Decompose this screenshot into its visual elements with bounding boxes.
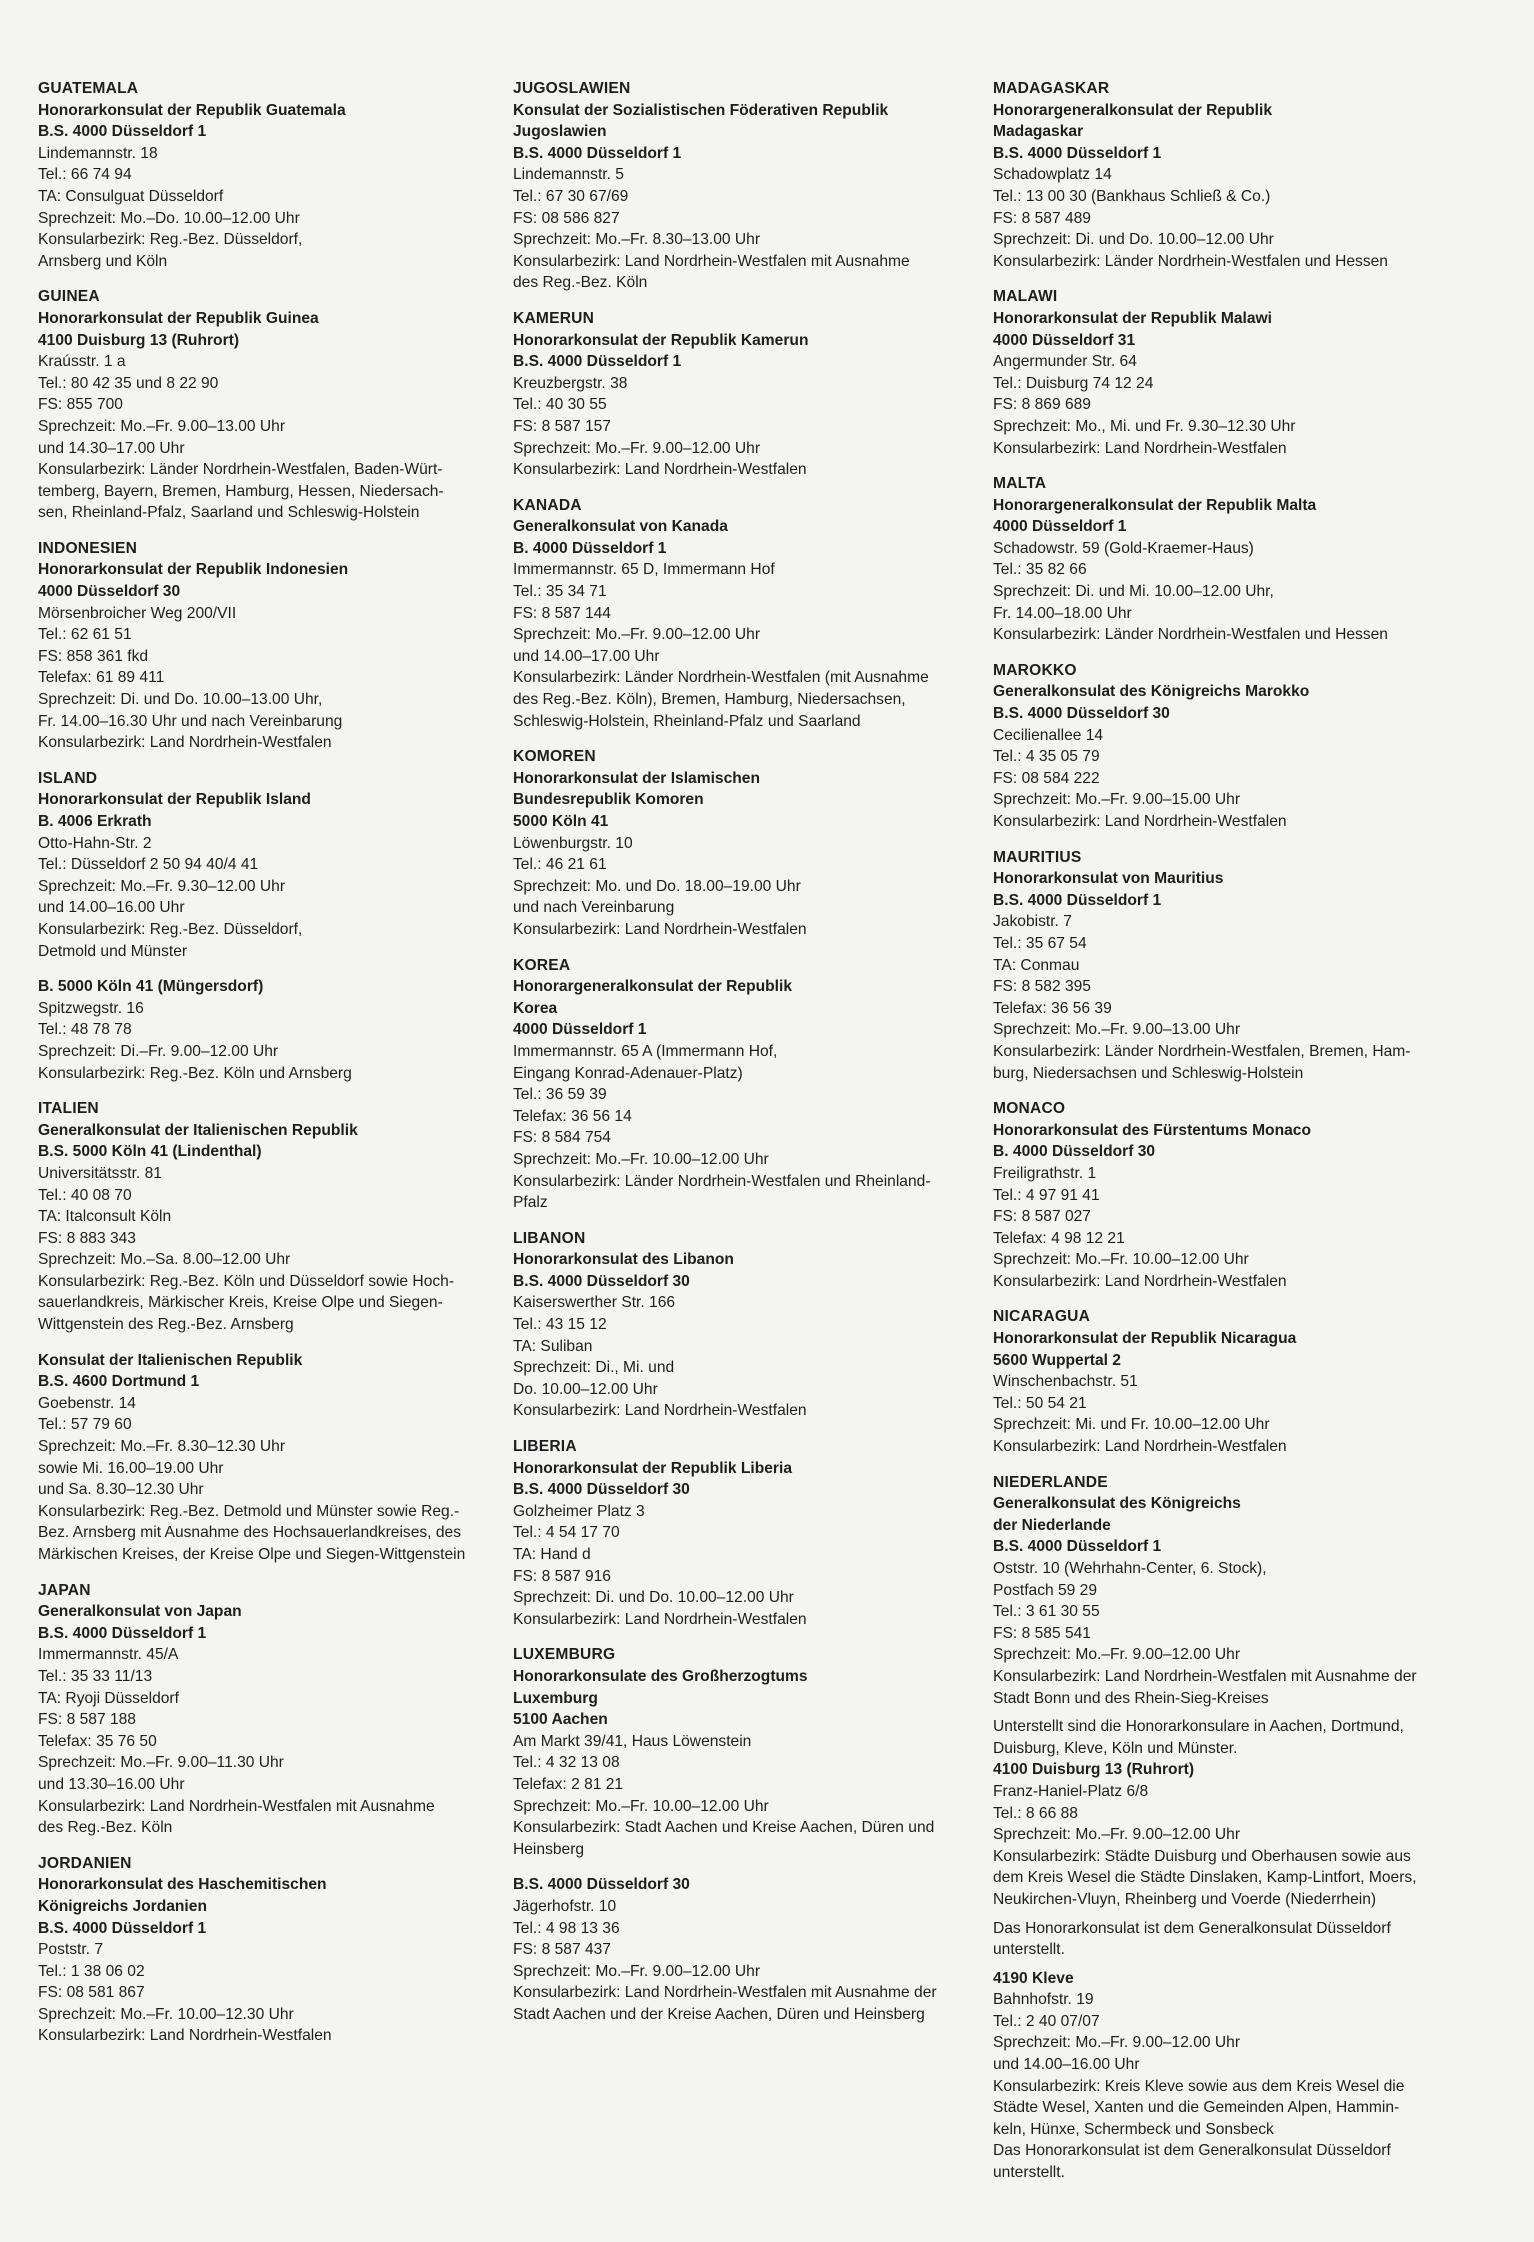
entry-detail-line: Franz-Haniel-Platz 6/8 xyxy=(993,1782,1149,1800)
entry-detail-line: FS: 8 869 689 xyxy=(993,396,1091,414)
entry-detail-line: Konsularbezirk: Land Nordrhein-Westfalen xyxy=(993,1272,1287,1290)
entry-detail-line: TA: Italconsult Köln xyxy=(38,1208,172,1226)
consulate-entry xyxy=(993,1098,1433,1292)
entry-detail-line: Tel.: 8 66 88 xyxy=(993,1804,1078,1822)
entry-detail-line: Tel.: 36 59 39 xyxy=(513,1086,607,1104)
country-heading: GUINEA xyxy=(38,288,100,306)
entry-detail-line: Sprechzeit: Mi. und Fr. 10.00–12.00 Uhr xyxy=(993,1416,1270,1434)
consulate-entry xyxy=(38,976,486,1084)
country-heading: INDONESIEN xyxy=(38,539,138,557)
entry-detail-line: Bahnhofstr. 19 xyxy=(993,1991,1094,2009)
entry-detail-line: Sprechzeit: Mo.–Fr. 10.00–12.00 Uhr xyxy=(513,1150,769,1168)
entry-detail-line: Konsularbezirk: Land Nordrhein-Westfalen xyxy=(513,461,807,479)
entry-detail-line: Universitätsstr. 81 xyxy=(38,1164,162,1182)
entry-detail-line: Tel.: 4 35 05 79 xyxy=(993,748,1100,766)
entry-detail-line: Konsularbezirk: Länder Nordrhein-Westfalen, Baden-Würt- xyxy=(38,461,443,479)
entry-detail-line: Lindemannstr. 18 xyxy=(38,144,158,162)
entry-heading-line: Jugoslawien xyxy=(513,123,607,141)
entry-heading-line: 4000 Düsseldorf 30 xyxy=(38,583,181,601)
country-heading: JUGOSLAWIEN xyxy=(513,80,631,97)
entry-detail-line: Sprechzeit: Mo.–Fr. 9.00–12.00 Uhr xyxy=(513,1962,761,1980)
entry-heading-line: B.S. 4000 Düsseldorf 1 xyxy=(993,144,1162,162)
entry-detail-line: Sprechzeit: Mo.–Fr. 9.00–12.00 Uhr xyxy=(993,1826,1241,1844)
country-heading: KANADA xyxy=(513,496,582,514)
entry-heading-line: Honorarkonsulat der Republik Guatemala xyxy=(38,101,346,119)
entry-detail-line: des Reg.-Bez. Köln xyxy=(513,274,648,292)
entry-heading-line: 5600 Wuppertal 2 xyxy=(993,1351,1121,1369)
entry-detail-line: Tel.: 40 08 70 xyxy=(38,1186,132,1204)
entry-detail-line: Konsularbezirk: Länder Nordrhein-Westfalen und Hessen xyxy=(993,626,1388,644)
entry-detail-line: Fr. 14.00–18.00 Uhr xyxy=(993,604,1132,622)
entry-detail-line: sowie Mi. 16.00–19.00 Uhr xyxy=(38,1459,224,1477)
entry-heading-line: Korea xyxy=(513,999,558,1017)
entry-detail-line: Tel.: 80 42 35 und 8 22 90 xyxy=(38,374,219,392)
entry-heading-line: Honorarkonsulat der Republik Island xyxy=(38,791,311,809)
entry-detail-line: Tel.: 35 67 54 xyxy=(993,934,1087,952)
entry-detail-line: Tel.: 67 30 67/69 xyxy=(513,187,629,205)
entry-detail-line: Tel.: 43 15 12 xyxy=(513,1316,607,1334)
entry-detail-line: Cecilienallee 14 xyxy=(993,726,1104,744)
country-heading: MONACO xyxy=(993,1100,1066,1118)
entry-detail-line: Postfach 59 29 xyxy=(993,1581,1098,1599)
entry-detail-line: Das Honorarkonsulat ist dem Generalkonsulat Düsseldorf xyxy=(993,1919,1391,1937)
entry-detail-line: Oststr. 10 (Wehrhahn-Center, 6. Stock), xyxy=(993,1560,1267,1577)
country-heading: MALTA xyxy=(993,475,1047,493)
entry-detail-line: FS: 8 587 437 xyxy=(513,1941,611,1959)
entry-detail-line: Konsularbezirk: Land Nordrhein-Westfalen mit Ausnahme xyxy=(513,252,910,270)
entry-detail-line: Tel.: 50 54 21 xyxy=(993,1394,1087,1412)
entry-heading-line: Honorarkonsulat des Libanon xyxy=(513,1251,734,1269)
entry-detail-line: Unterstellt sind die Honorarkonsulare in Aachen, Dortmund, xyxy=(993,1718,1404,1736)
entry-detail-line: Sprechzeit: Di., Mi. und xyxy=(513,1359,675,1377)
entry-detail-line: Sprechzeit: Mo., Mi. und Fr. 9.30–12.30 Uhr xyxy=(993,417,1296,435)
entry-detail-line: Konsularbezirk: Land Nordrhein-Westfalen mit Ausnahme der xyxy=(513,1984,937,2002)
entry-detail-line: Tel.: 40 30 55 xyxy=(513,396,607,414)
consulate-entry xyxy=(993,847,1433,1085)
entry-detail-line: Tel.: 48 78 78 xyxy=(38,1021,132,1039)
entry-detail-line: des Reg.-Bez. Köln), Bremen, Hamburg, Niedersachsen, xyxy=(513,691,906,709)
consulate-entry xyxy=(38,1098,486,1336)
entry-heading-line: B.S. 4000 Düsseldorf 30 xyxy=(513,1272,690,1290)
entry-detail-line: Konsularbezirk: Land Nordrhein-Westfalen xyxy=(38,2027,332,2045)
entry-heading-line: Honorargeneralkonsulat der Republik xyxy=(993,101,1273,119)
entry-heading-line: 4000 Düsseldorf 1 xyxy=(993,518,1127,536)
entry-detail-line: Telefax: 35 76 50 xyxy=(38,1732,157,1750)
entry-detail-line: Sprechzeit: Mo.–Fr. 9.00–12.00 Uhr xyxy=(993,2034,1241,2052)
entry-heading-line: Honorarkonsulat der Republik Malawi xyxy=(993,309,1273,327)
entry-detail-line: Detmold und Münster xyxy=(38,942,188,960)
entry-detail-line: Konsularbezirk: Land Nordrhein-Westfalen mit Ausnahme xyxy=(38,1797,435,1815)
entry-detail-line: FS: 8 584 754 xyxy=(513,1129,611,1147)
entry-detail-line: Tel.: 66 74 94 xyxy=(38,166,132,184)
entry-detail-line: Sprechzeit: Mo.–Fr. 9.00–13.00 Uhr xyxy=(38,417,286,435)
country-heading: NIEDERLANDE xyxy=(993,1473,1108,1491)
entry-detail-line: Golzheimer Platz 3 xyxy=(513,1502,645,1520)
entry-detail-line: temberg, Bayern, Bremen, Hamburg, Hessen, Niedersach- xyxy=(38,482,444,500)
entry-detail-line: Märkischen Kreises, der Kreise Olpe und Siegen-Wittgenstein xyxy=(38,1546,466,1563)
entry-detail-line: burg, Niedersachsen und Schleswig-Holstein xyxy=(993,1064,1304,1082)
entry-detail-line: Winschenbachstr. 51 xyxy=(993,1373,1138,1391)
consulate-entry xyxy=(38,78,486,272)
entry-detail-line: Schadowstr. 59 (Gold-Kraemer-Haus) xyxy=(993,539,1254,557)
entry-detail-line: Sprechzeit: Di. und Do. 10.00–13.00 Uhr, xyxy=(38,691,323,709)
entry-detail-line: unterstellt. xyxy=(993,1941,1065,1959)
consulate-entry xyxy=(513,1436,968,1630)
entry-detail-line: FS: 8 587 157 xyxy=(513,417,611,435)
entry-heading-line: 4000 Düsseldorf 31 xyxy=(993,331,1136,349)
column-2 xyxy=(513,78,968,2039)
entry-heading-line: der Niederlande xyxy=(993,1516,1111,1534)
entry-heading-line: Honorargeneralkonsulat der Republik xyxy=(513,978,793,996)
entry-detail-line: Tel.: 2 40 07/07 xyxy=(993,2012,1100,2030)
entry-heading-line: B.S. 4000 Düsseldorf 1 xyxy=(38,1919,207,1937)
entry-heading-line: B. 5000 Köln 41 (Müngersdorf) xyxy=(38,978,264,996)
entry-heading-line: B.S. 4000 Düsseldorf 1 xyxy=(513,144,682,162)
entry-detail-line: Sprechzeit: Mo.–Fr. 8.30–13.00 Uhr xyxy=(513,231,761,249)
entry-detail-line: FS: 08 586 827 xyxy=(513,209,620,227)
entry-detail-line: Duisburg, Kleve, Köln und Münster. xyxy=(993,1739,1238,1757)
entry-detail-line: Freiligrathstr. 1 xyxy=(993,1164,1097,1182)
entry-detail-line: Poststr. 7 xyxy=(38,1941,104,1959)
entry-heading-line: Königreichs Jordanien xyxy=(38,1897,207,1915)
entry-detail-line: FS: 8 587 916 xyxy=(513,1567,611,1585)
entry-detail-line: Konsularbezirk: Stadt Aachen und Kreise Aachen, Düren und xyxy=(513,1819,935,1837)
entry-heading-line: Generalkonsulat des Königreichs xyxy=(993,1495,1241,1513)
entry-heading-line: Honorarkonsulat der Republik Guinea xyxy=(38,309,319,327)
entry-heading-line: Honorarkonsulat von Mauritius xyxy=(993,870,1224,888)
entry-heading-line: B.S. 4000 Düsseldorf 1 xyxy=(993,1538,1162,1556)
entry-detail-line: und 14.00–16.00 Uhr xyxy=(993,2056,1140,2074)
entry-heading-line: B.S. 4000 Düsseldorf 30 xyxy=(993,705,1170,723)
consulate-entry xyxy=(38,768,486,962)
entry-detail-line: Schleswig-Holstein, Rheinland-Pfalz und Saarland xyxy=(513,712,861,730)
entry-detail-line: Tel.: 35 33 11/13 xyxy=(38,1667,153,1685)
entry-detail-line: FS: 8 587 144 xyxy=(513,604,611,622)
entry-detail-line: unterstellt. xyxy=(993,2164,1065,2182)
entry-detail-line: Arnsberg und Köln xyxy=(38,252,168,270)
entry-detail-line: Konsularbezirk: Reg.-Bez. Düsseldorf, xyxy=(38,920,303,938)
entry-detail-line: Bez. Arnsberg mit Ausnahme des Hochsauerlandkreises, des xyxy=(38,1524,461,1542)
entry-detail-line: Kraússtr. 1 a xyxy=(38,353,126,371)
entry-detail-line: Konsularbezirk: Reg.-Bez. Köln und Arnsberg xyxy=(38,1064,352,1082)
country-heading: LIBANON xyxy=(513,1229,586,1247)
country-heading: LUXEMBURG xyxy=(513,1646,616,1664)
entry-detail-line: Sprechzeit: Mo.–Fr. 9.00–11.30 Uhr xyxy=(38,1754,284,1772)
entry-detail-line: FS: 8 587 489 xyxy=(993,209,1091,227)
country-heading: JAPAN xyxy=(38,1581,91,1599)
consulate-entry xyxy=(993,660,1433,833)
entry-detail-line: Tel.: 4 98 13 36 xyxy=(513,1919,620,1937)
entry-detail-line: Kaiserswerther Str. 166 xyxy=(513,1294,676,1312)
entry-detail-line: und 13.30–16.00 Uhr xyxy=(38,1775,185,1793)
entry-heading-line: B. 4006 Erkrath xyxy=(38,813,152,830)
consulate-entry xyxy=(513,746,968,940)
entry-detail-line: und 14.00–16.00 Uhr xyxy=(38,899,185,917)
entry-detail-line: FS: 8 587 188 xyxy=(38,1711,136,1729)
entry-heading-line: Honorarkonsulat des Fürstentums Monaco xyxy=(993,1121,1311,1139)
country-heading: LIBERIA xyxy=(513,1438,577,1456)
entry-detail-line: Heinsberg xyxy=(513,1840,585,1858)
entry-detail-line: Tel.: 3 61 30 55 xyxy=(993,1603,1100,1621)
entry-detail-line: Jägerhofstr. 10 xyxy=(513,1897,617,1915)
entry-detail-line: sauerlandkreis, Märkischer Kreis, Kreise Olpe und Siegen- xyxy=(38,1294,443,1312)
entry-detail-line: Tel.: 4 97 91 41 xyxy=(993,1186,1100,1204)
entry-detail-line: FS: 8 587 027 xyxy=(993,1208,1091,1226)
entry-detail-line: Kreuzbergstr. 38 xyxy=(513,374,628,392)
entry-detail-line: Konsularbezirk: Land Nordrhein-Westfalen xyxy=(993,439,1287,457)
entry-heading-line: B.S. 4000 Düsseldorf 1 xyxy=(38,1624,207,1642)
entry-detail-line: Sprechzeit: Mo.–Sa. 8.00–12.00 Uhr xyxy=(38,1251,291,1269)
entry-detail-line: Konsularbezirk: Länder Nordrhein-Westfalen, Bremen, Ham- xyxy=(993,1042,1411,1060)
entry-detail-line: Eingang Konrad-Adenauer-Platz) xyxy=(513,1064,743,1082)
entry-detail-line: FS: 8 883 343 xyxy=(38,1229,136,1247)
entry-detail-line: Neukirchen-Vluyn, Rheinberg und Voerde (Niederrhein) xyxy=(993,1890,1377,1908)
entry-detail-line: TA: Consulguat Düsseldorf xyxy=(38,187,224,205)
entry-heading-line: Generalkonsulat des Königreichs Marokko xyxy=(993,683,1310,701)
entry-detail-line: FS: 8 582 395 xyxy=(993,978,1091,996)
entry-detail-line: Mörsenbroicher Weg 200/VII xyxy=(38,604,237,622)
consulate-entry xyxy=(513,1228,968,1422)
entry-detail-line: Konsularbezirk: Länder Nordrhein-Westfalen (mit Ausnahme xyxy=(513,669,929,687)
entry-detail-line: Konsularbezirk: Länder Nordrhein-Westfalen und Rheinland- xyxy=(513,1172,931,1190)
entry-detail-line: Sprechzeit: Di.–Fr. 9.00–12.00 Uhr xyxy=(38,1042,279,1060)
entry-detail-line: Konsularbezirk: Länder Nordrhein-Westfalen und Hessen xyxy=(993,252,1388,270)
country-heading: MAURITIUS xyxy=(993,848,1082,866)
entry-heading-line: B.S. 4000 Düsseldorf 1 xyxy=(993,891,1162,909)
entry-heading-line: 4000 Düsseldorf 1 xyxy=(513,1021,647,1039)
entry-detail-line: Sprechzeit: Mo.–Fr. 9.30–12.00 Uhr xyxy=(38,877,286,895)
entry-detail-line: TA: Conmau xyxy=(993,956,1080,974)
country-heading: NICARAGUA xyxy=(993,1308,1091,1326)
entry-detail-line: Sprechzeit: Mo.–Fr. 9.00–15.00 Uhr xyxy=(993,791,1241,809)
entry-detail-line: Konsularbezirk: Reg.-Bez. Düsseldorf, xyxy=(38,231,303,249)
entry-heading-line: Honorarkonsulate des Großherzogtums xyxy=(513,1667,808,1685)
consulate-entry xyxy=(513,1874,968,2025)
entry-detail-line: Fr. 14.00–16.30 Uhr und nach Vereinbarung xyxy=(38,712,343,730)
entry-detail-line: Stadt Aachen und der Kreise Aachen, Düren und Heinsberg xyxy=(513,2005,925,2023)
consulate-entry xyxy=(993,1306,1433,1457)
entry-heading-line: B.S. 4000 Düsseldorf 30 xyxy=(513,1876,690,1894)
entry-detail-line: Konsularbezirk: Land Nordrhein-Westfalen xyxy=(513,1402,807,1420)
country-heading: KOREA xyxy=(513,956,571,974)
entry-detail-line: Do. 10.00–12.00 Uhr xyxy=(513,1380,658,1398)
column-1 xyxy=(38,78,486,2061)
entry-detail-line: Konsularbezirk: Reg.-Bez. Detmold und Münster sowie Reg.- xyxy=(38,1502,460,1520)
entry-heading-line: Honorarkonsulat des Haschemitischen xyxy=(38,1876,327,1894)
entry-detail-line: Sprechzeit: Mo.–Fr. 9.00–12.00 Uhr xyxy=(993,1646,1241,1664)
entry-detail-line: sen, Rheinland-Pfalz, Saarland und Schleswig-Holstein xyxy=(38,504,420,522)
entry-detail-line: Schadowplatz 14 xyxy=(993,166,1112,184)
entry-heading-line: Honorarkonsulat der Republik Kamerun xyxy=(513,331,809,349)
country-heading: ITALIEN xyxy=(38,1100,99,1118)
entry-detail-line: Sprechzeit: Mo.–Fr. 9.00–12.00 Uhr xyxy=(513,626,761,644)
column-3 xyxy=(993,78,1433,2198)
entry-detail-line: Konsularbezirk: Land Nordrhein-Westfalen xyxy=(513,1610,807,1628)
entry-heading-line: Madagaskar xyxy=(993,123,1084,141)
entry-detail-line: Sprechzeit: Mo.–Fr. 9.00–13.00 Uhr xyxy=(993,1021,1241,1039)
entry-detail-line: FS: 08 584 222 xyxy=(993,769,1100,787)
entry-detail-line: Konsularbezirk: Land Nordrhein-Westfalen xyxy=(38,734,332,752)
entry-detail-line: Tel.: 35 82 66 xyxy=(993,561,1087,579)
entry-detail-line: Lindemannstr. 5 xyxy=(513,166,624,184)
entry-detail-line: Tel.: Duisburg 74 12 24 xyxy=(993,374,1154,392)
entry-detail-line: Sprechzeit: Mo.–Do. 10.00–12.00 Uhr xyxy=(38,209,300,227)
entry-detail-line: Immermannstr. 65 A (Immermann Hof, xyxy=(513,1042,778,1060)
entry-heading-line: Honorarkonsulat der Republik Indonesien xyxy=(38,561,349,579)
consulate-entry xyxy=(513,495,968,733)
entry-detail-line: Pfalz xyxy=(513,1194,548,1212)
consulate-entry xyxy=(38,286,486,524)
entry-heading-line: B.S. 4000 Düsseldorf 1 xyxy=(38,123,207,141)
entry-detail-line: FS: 8 585 541 xyxy=(993,1624,1091,1642)
entry-detail-line: Jakobistr. 7 xyxy=(993,913,1072,931)
entry-detail-line: TA: Hand d xyxy=(513,1546,591,1563)
entry-detail-line: Sprechzeit: Di. und Mi. 10.00–12.00 Uhr, xyxy=(993,583,1274,601)
entry-detail-line: Tel.: Düsseldorf 2 50 94 40/4 41 xyxy=(38,856,259,874)
country-heading: KAMERUN xyxy=(513,309,595,327)
entry-detail-line: und 14.30–17.00 Uhr xyxy=(38,439,185,457)
entry-detail-line: Telefax: 61 89 411 xyxy=(38,669,165,687)
entry-detail-line: Telefax: 36 56 39 xyxy=(993,999,1112,1017)
entry-detail-line: und nach Vereinbarung xyxy=(513,899,675,917)
entry-heading-line: Honorargeneralkonsulat der Republik Malta xyxy=(993,496,1317,514)
entry-detail-line: Angermunder Str. 64 xyxy=(993,353,1137,371)
entry-detail-line: Tel.: 62 61 51 xyxy=(38,626,132,644)
country-heading: GUATEMALA xyxy=(38,80,139,97)
entry-heading-line: B. 4000 Düsseldorf 1 xyxy=(513,539,667,557)
entry-detail-line: Wittgenstein des Reg.-Bez. Arnsberg xyxy=(38,1316,294,1334)
entry-heading-line: Honorarkonsulat der Republik Nicaragua xyxy=(993,1330,1297,1348)
entry-heading-line: Generalkonsulat von Japan xyxy=(38,1603,242,1621)
entry-detail-line: Konsularbezirk: Land Nordrhein-Westfalen mit Ausnahme der xyxy=(993,1667,1417,1685)
entry-detail-line: Städte Wesel, Xanten und die Gemeinden Alpen, Hammin- xyxy=(993,2099,1400,2117)
consulate-entry xyxy=(38,1853,486,2047)
entry-detail-line: TA: Ryoji Düsseldorf xyxy=(38,1689,179,1707)
entry-heading-line: Konsulat der Sozialistischen Föderativen Republik xyxy=(513,101,889,119)
entry-detail-line: Tel.: 1 38 06 02 xyxy=(38,1962,145,1980)
entry-detail-line: keln, Hünxe, Schermbeck und Sonsbeck xyxy=(993,2120,1274,2138)
entry-detail-line: Tel.: 46 21 61 xyxy=(513,856,607,874)
entry-detail-line: Tel.: 4 54 17 70 xyxy=(513,1524,620,1542)
country-heading: KOMOREN xyxy=(513,748,596,766)
entry-heading-line: B. 4000 Düsseldorf 30 xyxy=(993,1143,1156,1161)
entry-detail-line: und Sa. 8.30–12.30 Uhr xyxy=(38,1481,204,1499)
consulate-entry xyxy=(513,1644,968,1860)
country-heading: ISLAND xyxy=(38,769,98,787)
entry-heading-line: Generalkonsulat von Kanada xyxy=(513,518,728,536)
entry-detail-line: Sprechzeit: Mo.–Fr. 10.00–12.30 Uhr xyxy=(38,2005,294,2023)
entry-detail-line: Sprechzeit: Mo.–Fr. 8.30–12.30 Uhr xyxy=(38,1438,286,1456)
entry-detail-line: FS: 08 581 867 xyxy=(38,1984,145,2002)
entry-heading-line: 5000 Köln 41 xyxy=(513,813,609,830)
entry-detail-line: Konsularbezirk: Land Nordrhein-Westfalen xyxy=(513,920,807,938)
entry-heading-line: Luxemburg xyxy=(513,1689,598,1707)
entry-detail-line: Stadt Bonn und des Rhein-Sieg-Kreises xyxy=(993,1689,1269,1707)
entry-heading-line: 5100 Aachen xyxy=(513,1711,608,1729)
entry-detail-line: und 14.00–17.00 Uhr xyxy=(513,647,660,665)
entry-detail-line: Immermannstr. 45/A xyxy=(38,1646,179,1664)
entry-heading-line: Honorarkonsulat der Republik Liberia xyxy=(513,1459,793,1477)
consulate-entry xyxy=(513,78,968,294)
consulate-entry xyxy=(993,286,1433,459)
consulate-entry xyxy=(993,78,1433,272)
entry-detail-line: Telefax: 4 98 12 21 xyxy=(993,1229,1125,1247)
entry-detail-line: Telefax: 2 81 21 xyxy=(513,1775,624,1793)
entry-detail-line: Konsularbezirk: Kreis Kleve sowie aus dem Kreis Wesel die xyxy=(993,2077,1405,2095)
country-heading: MAROKKO xyxy=(993,661,1077,679)
entry-detail-line: Konsularbezirk: Städte Duisburg und Oberhausen sowie aus xyxy=(993,1847,1411,1865)
entry-detail-line: Konsularbezirk: Land Nordrhein-Westfalen xyxy=(993,1438,1287,1456)
entry-detail-line: FS: 858 361 fkd xyxy=(38,647,149,665)
entry-heading-line: B.S. 5000 Köln 41 (Lindenthal) xyxy=(38,1143,262,1161)
country-heading: MALAWI xyxy=(993,288,1058,306)
entry-detail-line: Tel.: 13 00 30 (Bankhaus Schließ & Co.) xyxy=(993,187,1271,205)
entry-detail-line: des Reg.-Bez. Köln xyxy=(38,1819,173,1837)
entry-detail-line: Otto-Hahn-Str. 2 xyxy=(38,834,152,852)
entry-heading-line: B.S. 4000 Düsseldorf 30 xyxy=(513,1481,690,1499)
country-heading: JORDANIEN xyxy=(38,1854,132,1872)
entry-heading-line: Bundesrepublik Komoren xyxy=(513,791,704,809)
entry-heading-line: Generalkonsulat der Italienischen Republik xyxy=(38,1121,358,1139)
entry-detail-line: Goebenstr. 14 xyxy=(38,1394,136,1412)
consulate-entry xyxy=(513,955,968,1214)
entry-detail-line: TA: Suliban xyxy=(513,1337,593,1355)
entry-heading-line: 4100 Duisburg 13 (Ruhrort) xyxy=(38,331,240,349)
entry-detail-line: Tel.: 35 34 71 xyxy=(513,583,607,601)
consulate-entry xyxy=(38,1580,486,1839)
entry-heading-line: Honorarkonsulat der Islamischen xyxy=(513,769,760,787)
consulate-entry xyxy=(993,473,1433,646)
entry-heading-line: 4190 Kleve xyxy=(993,1969,1074,1987)
entry-detail-line: Tel.: 57 79 60 xyxy=(38,1416,132,1434)
entry-detail-line: Sprechzeit: Di. und Do. 10.00–12.00 Uhr xyxy=(993,231,1274,249)
entry-detail-line: Löwenburgstr. 10 xyxy=(513,834,633,852)
entry-heading-line: Konsulat der Italienischen Republik xyxy=(38,1351,303,1369)
entry-detail-line: Telefax: 36 56 14 xyxy=(513,1107,632,1125)
country-heading: MADAGASKAR xyxy=(993,80,1110,97)
entry-detail-line: Spitzwegstr. 16 xyxy=(38,999,144,1017)
consulate-entry xyxy=(513,308,968,481)
entry-detail-line: Konsularbezirk: Reg.-Bez. Köln und Düsseldorf sowie Hoch- xyxy=(38,1272,455,1290)
entry-detail-line: dem Kreis Wesel die Städte Dinslaken, Kamp-Lintfort, Moers, xyxy=(993,1869,1417,1887)
entry-detail-line: Immermannstr. 65 D, Immermann Hof xyxy=(513,561,775,579)
entry-detail-line: Am Markt 39/41, Haus Löwenstein xyxy=(513,1732,752,1750)
entry-heading-line: B.S. 4000 Düsseldorf 1 xyxy=(513,353,682,371)
entry-detail-line: Sprechzeit: Mo.–Fr. 9.00–12.00 Uhr xyxy=(513,439,761,457)
entry-detail-line: Das Honorarkonsulat ist dem Generalkonsulat Düsseldorf xyxy=(993,2142,1391,2160)
consulate-entry xyxy=(993,1472,1433,2184)
entry-heading-line: 4100 Duisburg 13 (Ruhrort) xyxy=(993,1761,1195,1779)
entry-detail-line: Tel.: 4 32 13 08 xyxy=(513,1754,620,1772)
entry-detail-line: Sprechzeit: Mo.–Fr. 10.00–12.00 Uhr xyxy=(993,1251,1249,1269)
entry-detail-line: Sprechzeit: Mo. und Do. 18.00–19.00 Uhr xyxy=(513,877,801,895)
entry-detail-line: Konsularbezirk: Land Nordrhein-Westfalen xyxy=(993,813,1287,830)
entry-detail-line: Sprechzeit: Mo.–Fr. 10.00–12.00 Uhr xyxy=(513,1797,769,1815)
entry-detail-line: Sprechzeit: Di. und Do. 10.00–12.00 Uhr xyxy=(513,1589,794,1607)
entry-detail-line: FS: 855 700 xyxy=(38,396,123,414)
entry-heading-line: B.S. 4600 Dortmund 1 xyxy=(38,1373,200,1391)
consulate-entry xyxy=(38,538,486,754)
consulate-entry xyxy=(38,1350,486,1566)
